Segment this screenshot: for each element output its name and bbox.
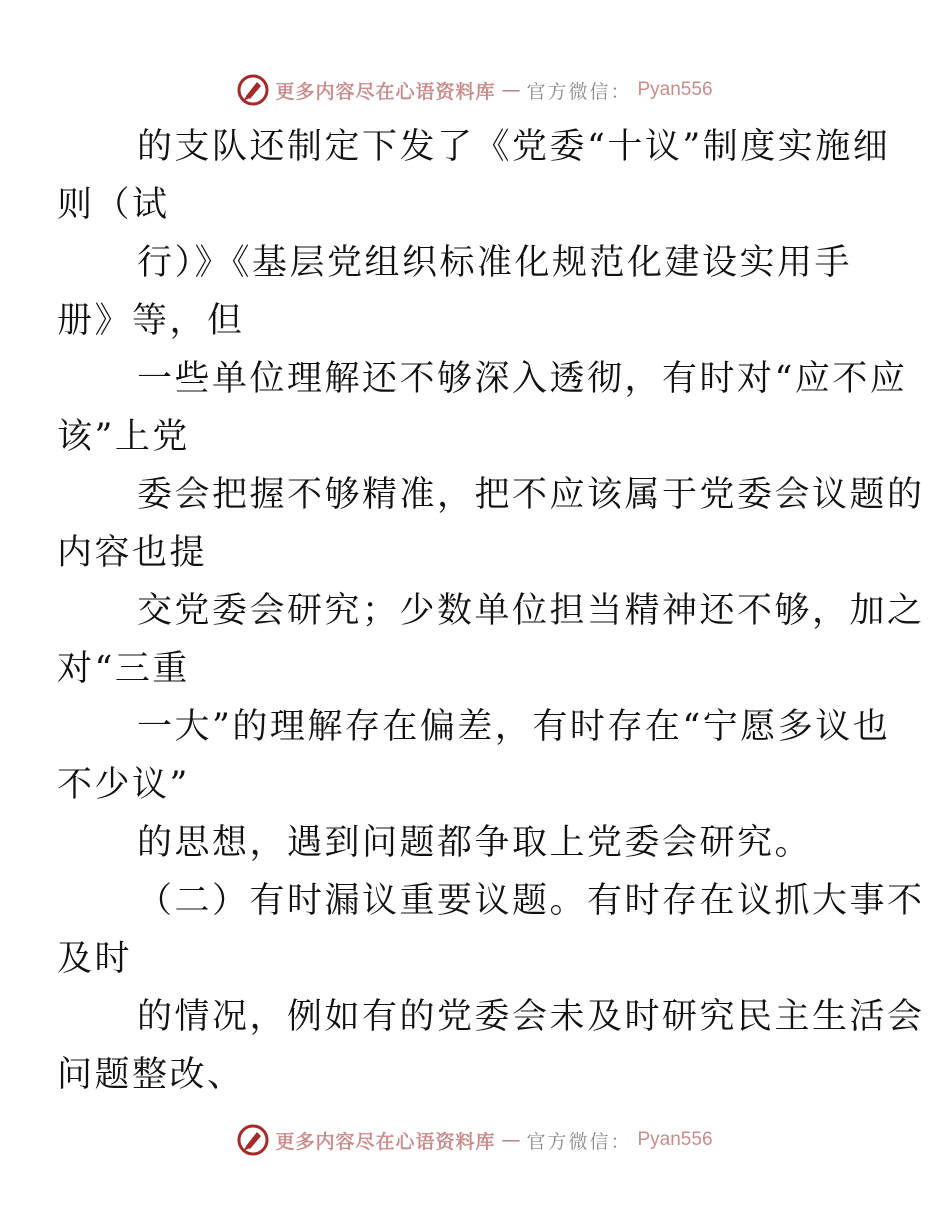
watermark-account: Pyan556: [637, 79, 713, 100]
paragraph-line: 交党委会研究；少数单位担当精神还不够，加之 对“三重: [57, 591, 925, 689]
watermark-label: 官方微信：: [526, 80, 632, 103]
watermark-dash: —: [501, 79, 521, 101]
watermark-logo-icon: [237, 1124, 269, 1156]
paragraph-line: 委会把握不够精准，把不应该属于党委会议题的 内容也提: [57, 475, 925, 573]
footer-watermark: [0, 1120, 950, 1160]
paragraph-line: 的思想，遇到问题都争取上党委会研究。: [137, 823, 813, 863]
watermark-account: Pyan556: [637, 1129, 713, 1150]
watermark-dash: —: [501, 1129, 521, 1151]
paragraph-line: 行）》《基层党组织标准化规范化建设实用手 册》等，但: [57, 243, 853, 341]
paragraph-line: 一大”的理解存在偏差，有时存在“宁愿多议也 不少议”: [57, 707, 891, 805]
watermark-text: 更多内容尽在心语资料库: [275, 1130, 496, 1153]
header-watermark: [0, 70, 950, 110]
watermark-label: 官方微信：: [526, 1130, 632, 1153]
watermark-logo-icon: [237, 74, 269, 106]
paragraph-line: 的支队还制定下发了《党委“十议”制度实施细 则（试: [57, 127, 891, 225]
watermark-text: 更多内容尽在心语资料库: [275, 80, 496, 103]
paragraph-line: 一些单位理解还不够深入透彻，有时对“应不应 该”上党: [57, 359, 908, 457]
document-body: [57, 118, 925, 1104]
paragraph-line: （二）有时漏议重要议题。有时存在议抓大事不 及时: [57, 881, 925, 979]
paragraph-line: 的情况，例如有的党委会未及时研究民主生活会 问题整改、: [57, 997, 925, 1095]
